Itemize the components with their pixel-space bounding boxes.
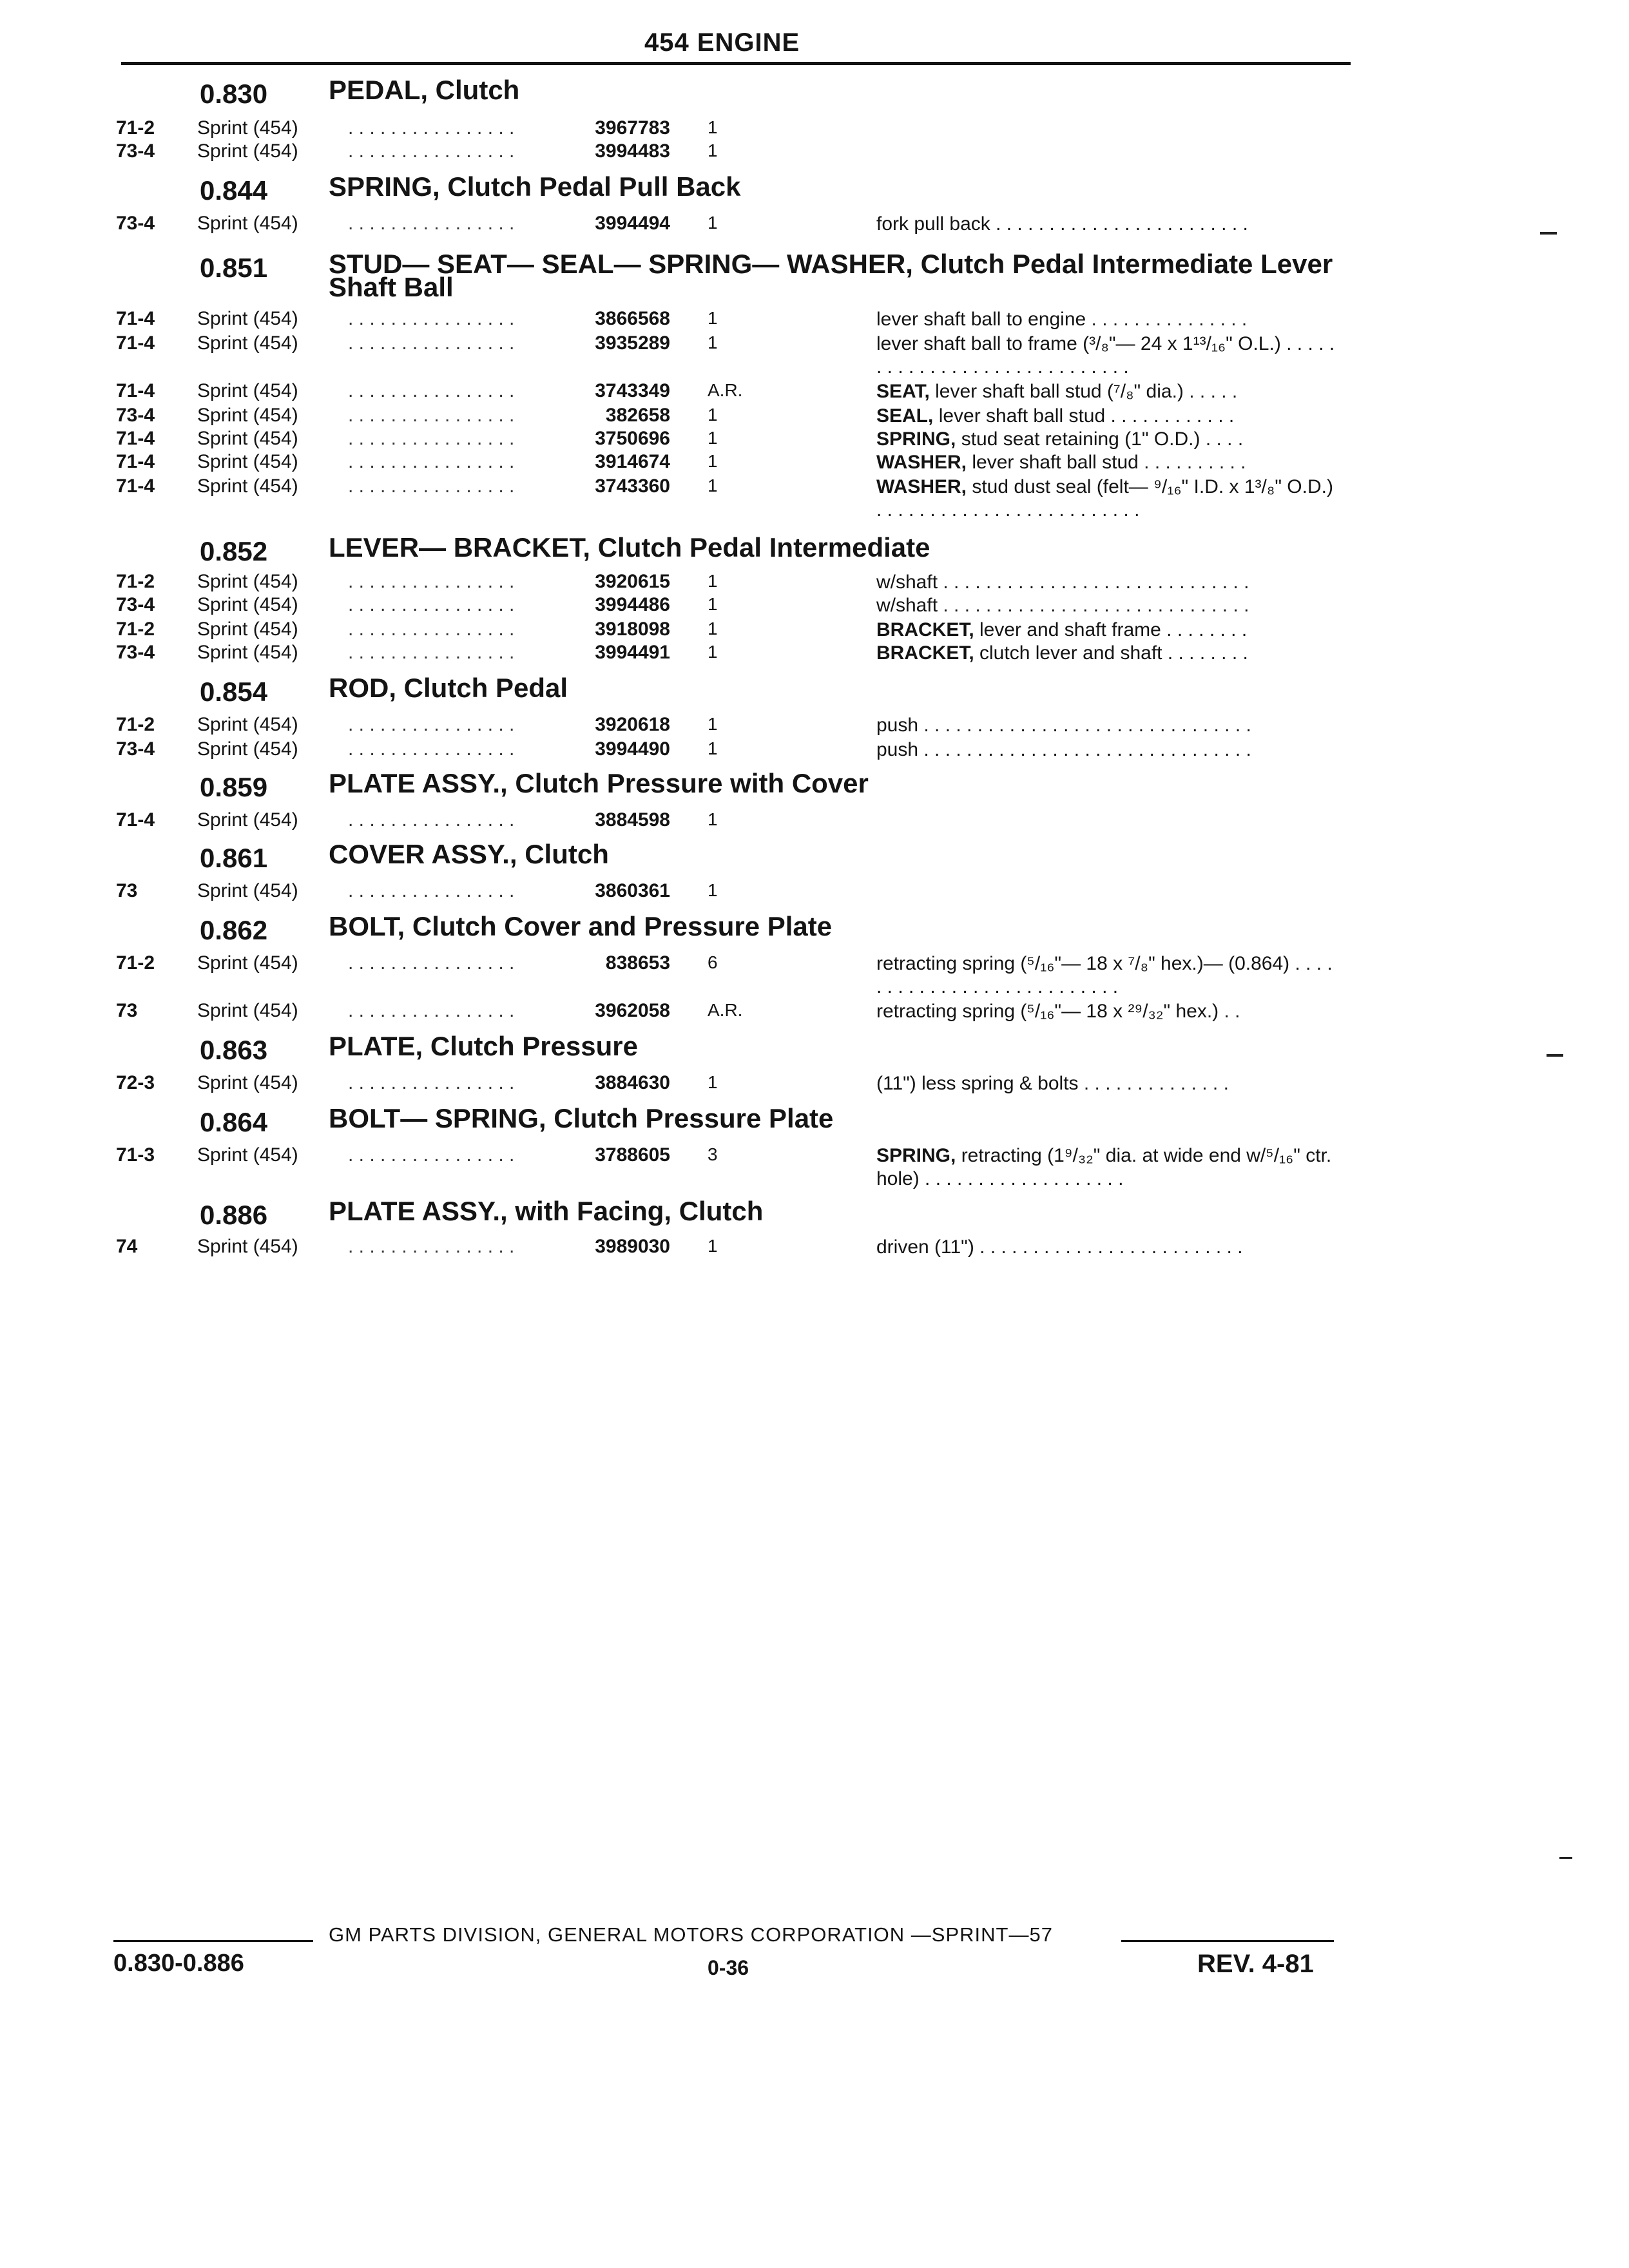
- leader-dots: . . . . . . . . . . . . . . . .: [348, 1000, 515, 1021]
- leader-dots: . . . . . . . . . . . . . . . .: [348, 476, 515, 497]
- part-description-text: retracting (1⁹/₃₂" dia. at wide end w/⁵/₁₆" ctr. hole) . . . . . . . . . . . . . . . . . . .: [876, 1145, 1332, 1189]
- illustration-ref: 71-2: [116, 619, 155, 640]
- model-name: Sprint (454): [197, 642, 298, 663]
- part-description-text: fork pull back . . . . . . . . . . . . . . . . . . . . . . . .: [876, 213, 1248, 235]
- leader-dots: . . . . . . . . . . . . . . . .: [348, 571, 515, 592]
- part-number: 3967783: [595, 117, 670, 139]
- section-number: 0.863: [200, 1035, 268, 1065]
- illustration-ref: 73: [116, 1000, 138, 1021]
- part-description: [876, 952, 1340, 999]
- part-description: [876, 428, 1340, 451]
- quantity: 1: [708, 1236, 718, 1256]
- leader-dots: . . . . . . . . . . . . . . . .: [348, 140, 515, 162]
- model-name: Sprint (454): [197, 952, 298, 974]
- part-description-text: lever shaft ball to frame (³/₈"— 24 x 1¹³/₁₆" O.L.) . . . . . . . . . . . . . . . . . . . . . . . . . . . . .: [876, 333, 1335, 378]
- part-description-text: retracting spring (⁵/₁₆"— 18 x ²⁹/₃₂" hex.) . .: [876, 1001, 1240, 1022]
- part-number: 3920618: [595, 714, 670, 735]
- footer-page-number: 0-36: [708, 1956, 749, 1979]
- part-row: [0, 1000, 1629, 1024]
- part-description-keyword: WASHER,: [876, 452, 967, 473]
- page-title: 454 ENGINE: [644, 28, 800, 57]
- part-description: [876, 619, 1340, 642]
- quantity: 1: [708, 476, 718, 495]
- part-description-text: lever shaft ball to engine . . . . . . . . . . . . . . .: [876, 309, 1248, 330]
- part-description-text: (11") less spring & bolts . . . . . . . . . . . . . .: [876, 1073, 1229, 1094]
- part-description-keyword: SPRING,: [876, 428, 956, 450]
- footer-rule-right: [1121, 1940, 1334, 1942]
- quantity: 1: [708, 213, 718, 233]
- model-name: Sprint (454): [197, 809, 298, 831]
- quantity: 1: [708, 619, 718, 639]
- illustration-ref: 72-3: [116, 1072, 155, 1093]
- section-number: 0.861: [200, 843, 268, 873]
- part-description: [876, 571, 1340, 594]
- part-row: [0, 880, 1629, 905]
- part-number: 3994494: [595, 213, 670, 234]
- part-description-text: w/shaft . . . . . . . . . . . . . . . . . . . . . . . . . . . . .: [876, 595, 1249, 616]
- leader-dots: . . . . . . . . . . . . . . . .: [348, 428, 515, 449]
- section-number: 0.830: [200, 79, 268, 109]
- model-name: Sprint (454): [197, 428, 298, 449]
- model-name: Sprint (454): [197, 213, 298, 234]
- model-name: Sprint (454): [197, 140, 298, 162]
- section-title: PEDAL, Clutch: [329, 75, 520, 105]
- leader-dots: . . . . . . . . . . . . . . . .: [348, 619, 515, 640]
- part-row: [0, 428, 1629, 452]
- illustration-ref: 71-4: [116, 476, 155, 497]
- part-number: 3994491: [595, 642, 670, 663]
- part-description-text: push . . . . . . . . . . . . . . . . . . . . . . . . . . . . . . .: [876, 739, 1251, 760]
- part-number: 3994490: [595, 738, 670, 760]
- part-number: 3884598: [595, 809, 670, 831]
- part-row: [0, 405, 1629, 429]
- leader-dots: . . . . . . . . . . . . . . . .: [348, 405, 515, 426]
- leader-dots: . . . . . . . . . . . . . . . .: [348, 642, 515, 663]
- part-number: 3918098: [595, 619, 670, 640]
- quantity: 1: [708, 571, 718, 591]
- part-description: [876, 1000, 1340, 1023]
- leader-dots: . . . . . . . . . . . . . . . .: [348, 594, 515, 615]
- footer-rule-left: [113, 1940, 313, 1942]
- section-number: 0.844: [200, 175, 268, 206]
- part-row: [0, 1236, 1629, 1260]
- part-number: 3866568: [595, 308, 670, 329]
- section-heading: [0, 911, 1629, 954]
- illustration-ref: 73: [116, 880, 138, 901]
- quantity: A.R.: [708, 380, 743, 400]
- part-description-text: stud seat retaining (1" O.D.) . . . .: [956, 428, 1244, 450]
- part-description: [876, 476, 1340, 522]
- part-description-text: retracting spring (⁵/₁₆"— 18 x ⁷/₈" hex.)— (0.864) . . . . . . . . . . . . . . . . . . . . . . . . . . .: [876, 953, 1333, 997]
- quantity: 1: [708, 594, 718, 614]
- illustration-ref: 71-3: [116, 1144, 155, 1166]
- section-title: COVER ASSY., Clutch: [329, 839, 609, 869]
- margin-mark: [1547, 1054, 1563, 1057]
- part-number: 3962058: [595, 1000, 670, 1021]
- part-description: [876, 405, 1340, 428]
- part-description: [876, 738, 1340, 762]
- illustration-ref: 71-4: [116, 809, 155, 831]
- illustration-ref: 71-4: [116, 451, 155, 472]
- part-number: 3914674: [595, 451, 670, 472]
- header-rule: [121, 62, 1351, 65]
- section-number: 0.864: [200, 1107, 268, 1137]
- part-description-text: lever shaft ball stud . . . . . . . . . .: [967, 452, 1246, 473]
- part-description-text: push . . . . . . . . . . . . . . . . . . . . . . . . . . . . . . .: [876, 715, 1251, 736]
- part-row: [0, 451, 1629, 476]
- model-name: Sprint (454): [197, 738, 298, 760]
- part-row: [0, 642, 1629, 666]
- illustration-ref: 73-4: [116, 642, 155, 663]
- part-description: [876, 380, 1340, 403]
- part-number: 3884630: [595, 1072, 670, 1093]
- quantity: 1: [708, 117, 718, 137]
- part-description: [876, 213, 1340, 236]
- part-row: [0, 738, 1629, 763]
- part-number: 3994483: [595, 140, 670, 162]
- section-title: STUD— SEAT— SEAL— SPRING— WASHER, Clutch Pedal Intermediate Lever Shaft Ball: [329, 249, 1333, 302]
- illustration-ref: 71-4: [116, 308, 155, 329]
- part-description-keyword: WASHER,: [876, 476, 967, 497]
- part-description: [876, 308, 1340, 331]
- section-heading: [0, 673, 1629, 715]
- section-number: 0.862: [200, 915, 268, 945]
- section-number: 0.852: [200, 536, 268, 566]
- illustration-ref: 73-4: [116, 738, 155, 760]
- quantity: 1: [708, 451, 718, 471]
- part-number: 3750696: [595, 428, 670, 449]
- part-row: [0, 476, 1629, 521]
- quantity: 1: [708, 738, 718, 758]
- section-number: 0.886: [200, 1200, 268, 1230]
- part-description: [876, 714, 1340, 737]
- model-name: Sprint (454): [197, 1144, 298, 1166]
- part-description-text: driven (11") . . . . . . . . . . . . . . . . . . . . . . . . .: [876, 1236, 1243, 1258]
- footer-range: 0.830-0.886: [113, 1950, 244, 1977]
- section-title: PLATE ASSY., Clutch Pressure with Cover: [329, 768, 869, 798]
- model-name: Sprint (454): [197, 380, 298, 401]
- leader-dots: . . . . . . . . . . . . . . . .: [348, 213, 515, 234]
- section-title: ROD, Clutch Pedal: [329, 673, 568, 703]
- part-row: [0, 594, 1629, 619]
- leader-dots: . . . . . . . . . . . . . . . .: [348, 1144, 515, 1166]
- section-heading: [0, 532, 1629, 575]
- model-name: Sprint (454): [197, 1000, 298, 1021]
- model-name: Sprint (454): [197, 714, 298, 735]
- leader-dots: . . . . . . . . . . . . . . . .: [348, 380, 515, 401]
- part-row: [0, 1144, 1629, 1189]
- leader-dots: . . . . . . . . . . . . . . . .: [348, 1236, 515, 1257]
- part-description-text: lever shaft ball stud (⁷/₈" dia.) . . . . .: [929, 381, 1238, 402]
- illustration-ref: 73-4: [116, 140, 155, 162]
- part-description: [876, 1072, 1340, 1095]
- section-number: 0.851: [200, 253, 268, 283]
- quantity: 1: [708, 140, 718, 160]
- part-description: [876, 594, 1340, 617]
- leader-dots: . . . . . . . . . . . . . . . .: [348, 1072, 515, 1093]
- footer-revision: REV. 4-81: [1197, 1950, 1314, 1978]
- margin-mark: [1540, 232, 1557, 235]
- footer-credit: GM PARTS DIVISION, GENERAL MOTORS CORPORATION —SPRINT—57: [329, 1923, 1053, 1946]
- section-heading: [0, 1031, 1629, 1073]
- leader-dots: . . . . . . . . . . . . . . . .: [348, 738, 515, 760]
- leader-dots: . . . . . . . . . . . . . . . .: [348, 451, 515, 472]
- section-heading: [0, 171, 1629, 214]
- model-name: Sprint (454): [197, 880, 298, 901]
- section-number: 0.859: [200, 772, 268, 802]
- leader-dots: . . . . . . . . . . . . . . . .: [348, 117, 515, 139]
- quantity: 1: [708, 809, 718, 829]
- illustration-ref: 71-4: [116, 428, 155, 449]
- part-row: [0, 308, 1629, 332]
- part-description: [876, 451, 1340, 474]
- illustration-ref: 71-2: [116, 571, 155, 592]
- part-number: 3989030: [595, 1236, 670, 1257]
- model-name: Sprint (454): [197, 571, 298, 592]
- model-name: Sprint (454): [197, 594, 298, 615]
- part-description-keyword: BRACKET,: [876, 619, 974, 640]
- part-row: [0, 117, 1629, 142]
- part-description-text: lever and shaft frame . . . . . . . .: [974, 619, 1248, 640]
- part-description-text: lever shaft ball stud . . . . . . . . . . . .: [933, 405, 1235, 427]
- quantity: 1: [708, 428, 718, 448]
- part-number: 3743349: [595, 380, 670, 401]
- illustration-ref: 71-4: [116, 332, 155, 354]
- section-heading: [0, 75, 1629, 117]
- part-row: [0, 714, 1629, 738]
- part-number: 3743360: [595, 476, 670, 497]
- model-name: Sprint (454): [197, 476, 298, 497]
- part-description: [876, 1236, 1340, 1259]
- part-row: [0, 332, 1629, 378]
- part-row: [0, 380, 1629, 405]
- part-description-text: stud dust seal (felt— ⁹/₁₆" I.D. x 1³/₈" O.D.) . . . . . . . . . . . . . . . . . . . . . . . . .: [876, 476, 1333, 521]
- section-title: BOLT— SPRING, Clutch Pressure Plate: [329, 1103, 834, 1133]
- part-number: 3860361: [595, 880, 670, 901]
- leader-dots: . . . . . . . . . . . . . . . .: [348, 809, 515, 831]
- part-row: [0, 571, 1629, 595]
- part-description-text: clutch lever and shaft . . . . . . . .: [974, 642, 1248, 664]
- illustration-ref: 73-4: [116, 405, 155, 426]
- section-heading: [0, 839, 1629, 881]
- section-heading: [0, 249, 1629, 302]
- model-name: Sprint (454): [197, 117, 298, 139]
- leader-dots: . . . . . . . . . . . . . . . .: [348, 308, 515, 329]
- section-heading: [0, 768, 1629, 811]
- part-number: 3994486: [595, 594, 670, 615]
- model-name: Sprint (454): [197, 1072, 298, 1093]
- part-description: [876, 332, 1340, 379]
- part-description-keyword: SPRING,: [876, 1145, 956, 1166]
- section-title: PLATE ASSY., with Facing, Clutch: [329, 1196, 764, 1226]
- part-row: [0, 809, 1629, 834]
- quantity: 3: [708, 1144, 718, 1164]
- part-number: 3920615: [595, 571, 670, 592]
- part-number: 3788605: [595, 1144, 670, 1166]
- leader-dots: . . . . . . . . . . . . . . . .: [348, 952, 515, 974]
- quantity: 6: [708, 952, 718, 972]
- leader-dots: . . . . . . . . . . . . . . . .: [348, 332, 515, 354]
- section-heading: [0, 1103, 1629, 1146]
- illustration-ref: 73-4: [116, 213, 155, 234]
- quantity: 1: [708, 1072, 718, 1092]
- part-description: [876, 642, 1340, 665]
- quantity: 1: [708, 405, 718, 425]
- section-heading: [0, 1196, 1629, 1238]
- model-name: Sprint (454): [197, 405, 298, 426]
- leader-dots: . . . . . . . . . . . . . . . .: [348, 880, 515, 901]
- part-row: [0, 213, 1629, 237]
- part-number: 382658: [605, 405, 670, 426]
- section-title: SPRING, Clutch Pedal Pull Back: [329, 171, 741, 202]
- part-row: [0, 952, 1629, 997]
- part-description-keyword: SEAT,: [876, 381, 930, 402]
- model-name: Sprint (454): [197, 332, 298, 354]
- leader-dots: . . . . . . . . . . . . . . . .: [348, 714, 515, 735]
- quantity: 1: [708, 642, 718, 662]
- margin-mark: [1559, 1857, 1572, 1859]
- part-row: [0, 1072, 1629, 1097]
- section-title: LEVER— BRACKET, Clutch Pedal Intermediate: [329, 532, 930, 562]
- section-number: 0.854: [200, 677, 268, 707]
- part-number: 838653: [605, 952, 670, 974]
- illustration-ref: 71-4: [116, 380, 155, 401]
- quantity: 1: [708, 880, 718, 900]
- part-row: [0, 140, 1629, 165]
- part-row: [0, 619, 1629, 643]
- part-description-text: w/shaft . . . . . . . . . . . . . . . . . . . . . . . . . . . . .: [876, 572, 1249, 593]
- quantity: 1: [708, 332, 718, 352]
- illustration-ref: 71-2: [116, 714, 155, 735]
- section-title: BOLT, Clutch Cover and Pressure Plate: [329, 911, 833, 941]
- part-number: 3935289: [595, 332, 670, 354]
- part-description-keyword: SEAL,: [876, 405, 934, 427]
- model-name: Sprint (454): [197, 1236, 298, 1257]
- model-name: Sprint (454): [197, 451, 298, 472]
- illustration-ref: 73-4: [116, 594, 155, 615]
- quantity: 1: [708, 308, 718, 328]
- part-description: [876, 1144, 1340, 1191]
- quantity: 1: [708, 714, 718, 734]
- model-name: Sprint (454): [197, 619, 298, 640]
- quantity: A.R.: [708, 1000, 743, 1020]
- model-name: Sprint (454): [197, 308, 298, 329]
- section-title: PLATE, Clutch Pressure: [329, 1031, 639, 1061]
- illustration-ref: 71-2: [116, 117, 155, 139]
- illustration-ref: 74: [116, 1236, 138, 1257]
- illustration-ref: 71-2: [116, 952, 155, 974]
- part-description-keyword: BRACKET,: [876, 642, 974, 664]
